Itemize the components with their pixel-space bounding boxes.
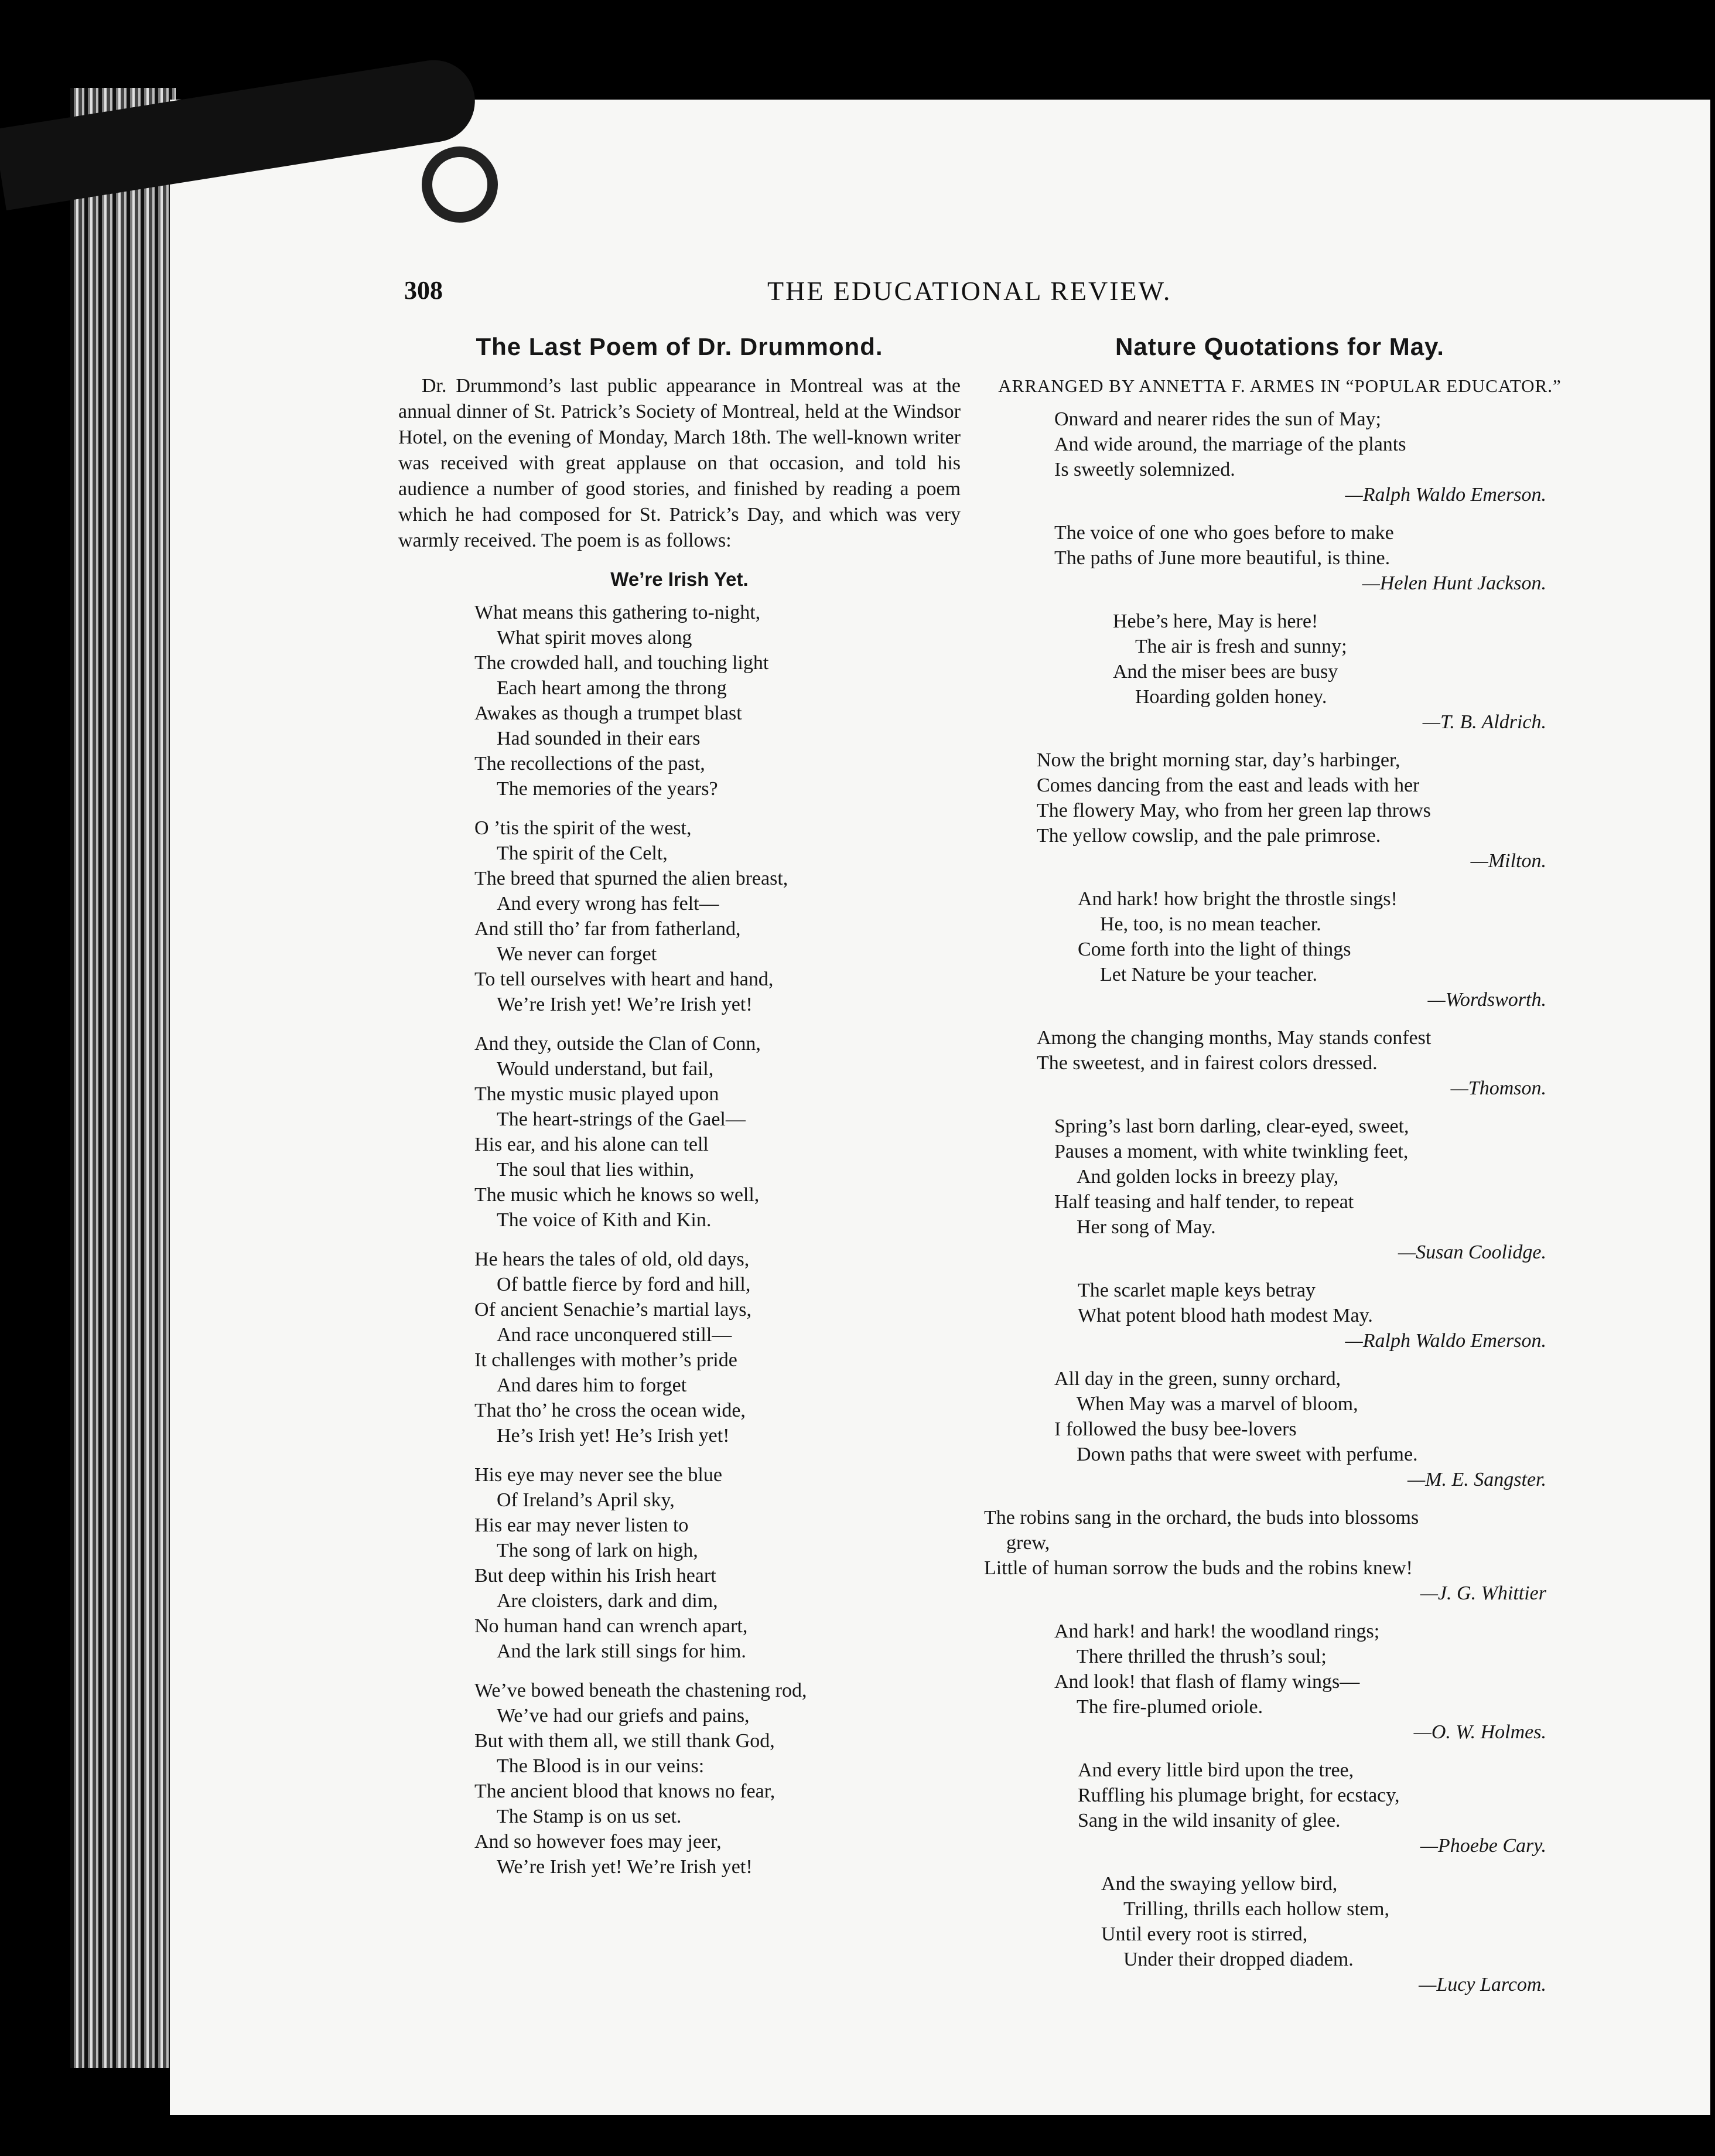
poem-line: The heart-strings of the Gael— (497, 1108, 746, 1130)
poem-line: And dares him to forget (497, 1374, 687, 1396)
left-column (398, 334, 961, 1894)
poem-line: The mystic music played upon (474, 1083, 719, 1105)
page-number: 308 (404, 276, 443, 305)
quote-line: Hebe’s here, May is here! (1113, 610, 1318, 632)
poem-body (474, 600, 961, 1879)
poem-line: We’ve had our griefs and pains, (497, 1705, 750, 1727)
quote-line: He, too, is no mean teacher. (1100, 913, 1321, 935)
quote-line: Trilling, thrills each hollow stem, (1123, 1898, 1389, 1920)
poem-title: We’re Irish Yet. (610, 568, 749, 590)
quote-line: When May was a marvel of bloom, (1077, 1393, 1358, 1415)
poem-line: No human hand can wrench apart, (474, 1615, 748, 1637)
quote-line: The flowery May, who from her green lap throws (1037, 800, 1431, 821)
quote-line: Is sweetly solemnized. (1054, 459, 1235, 480)
quote-block (996, 407, 1564, 507)
quote-author: —Milton. (1470, 850, 1546, 872)
poem-line: The song of lark on high, (497, 1540, 698, 1561)
article-title-drummond: The Last Poem of Dr. Drummond. (476, 333, 883, 360)
quote-line: Hoarding golden honey. (1135, 686, 1327, 708)
quote-line: And the miser bees are busy (1113, 661, 1338, 683)
quote-line: Come forth into the light of things (1078, 939, 1351, 960)
intro-paragraph: Dr. Drummond’s last public appearance in Montreal was at the annual dinner of St. Patrick’s Society of Montreal, held at the Windsor Hotel, on the evening of Monday, March 18th. The well-known writer was received with great applause on that occasion, and told his audience a number of good stories, and finished by reading a poem which he had composed for St. Patrick’s Day, and which was very warmly received. The poem is as follows: (398, 375, 961, 551)
quote-line: And the swaying yellow bird, (1101, 1873, 1338, 1895)
quote-block (996, 1025, 1564, 1101)
quote-author: —O. W. Holmes. (1413, 1721, 1546, 1743)
quote-line: Let Nature be your teacher. (1100, 964, 1317, 985)
poem-line: The recollections of the past, (474, 753, 705, 775)
quote-line: The sweetest, and in fairest colors dressed. (1037, 1052, 1378, 1074)
poem-line: We never can forget (497, 943, 657, 965)
stanza (474, 1462, 961, 1664)
stanza (474, 1678, 961, 1879)
quote-block (996, 1114, 1564, 1265)
quote-line: And every little bird upon the tree, (1078, 1759, 1354, 1781)
quote-line: Half teasing and half tender, to repeat (1054, 1191, 1354, 1213)
quote-line: Her song of May. (1077, 1216, 1216, 1238)
poem-line: To tell ourselves with heart and hand, (474, 968, 774, 990)
byline: ARRANGED BY ANNETTA F. ARMES IN “POPULAR EDUCATOR.” (998, 376, 1562, 396)
poem-line: Of Ireland’s April sky, (497, 1489, 675, 1511)
article-title-nature-quotations: Nature Quotations for May. (1115, 333, 1444, 360)
quote-line: Until every root is stirred, (1101, 1923, 1308, 1945)
poem-line: But with them all, we still thank God, (474, 1730, 775, 1752)
poem-line: Are cloisters, dark and dim, (497, 1590, 718, 1612)
quote-line: Down paths that were sweet with perfume. (1077, 1444, 1418, 1465)
binder-clip-ring (416, 141, 504, 228)
book-page-edges (70, 88, 176, 2068)
stanza (474, 1247, 961, 1448)
quote-author: —Wordsworth. (1427, 989, 1546, 1011)
poem-line: Had sounded in their ears (497, 728, 701, 749)
quote-block (996, 1366, 1564, 1492)
running-head (404, 275, 1189, 316)
poem-line: And still tho’ far from fatherland, (474, 918, 741, 940)
poem-line: The breed that spurned the alien breast, (474, 868, 788, 889)
poem-line: And so however foes may jeer, (474, 1831, 722, 1853)
poem-line: The memories of the years? (497, 778, 718, 800)
quote-line: And golden locks in breezy play, (1077, 1166, 1339, 1188)
poem-line: The ancient blood that knows no fear, (474, 1780, 775, 1802)
quote-line: And wide around, the marriage of the plants (1054, 434, 1406, 455)
quote-line: Among the changing months, May stands confest (1037, 1027, 1432, 1049)
quote-line: Little of human sorrow the buds and the robins knew! (984, 1557, 1413, 1579)
poem-line: Of ancient Senachie’s martial lays, (474, 1299, 751, 1321)
poem-line: We’ve bowed beneath the chastening rod, (474, 1680, 807, 1701)
quote-line: The voice of one who goes before to make (1054, 522, 1394, 544)
quote-author: —Lucy Larcom. (1419, 1974, 1546, 1995)
quote-line: There thrilled the thrush’s soul; (1077, 1646, 1327, 1667)
poem-line: That tho’ he cross the ocean wide, (474, 1400, 746, 1421)
poem-line: Each heart among the throng (497, 677, 727, 699)
quote-author: —T. B. Aldrich. (1422, 711, 1546, 733)
quote-line: Ruffling his plumage bright, for ecstacy, (1078, 1785, 1400, 1806)
quote-line: Now the bright morning star, day’s harbinger, (1037, 749, 1400, 771)
quote-line: Sang in the wild insanity of glee. (1078, 1810, 1341, 1831)
quote-line: And hark! how bright the throstle sings! (1078, 888, 1398, 910)
poem-line: We’re Irish yet! We’re Irish yet! (497, 1856, 753, 1878)
quote-line: The yellow cowslip, and the pale primrose. (1037, 825, 1381, 847)
quote-block (996, 609, 1564, 735)
binder-clip (0, 94, 504, 240)
poem-line: His ear may never listen to (474, 1514, 689, 1536)
poem-line: His eye may never see the blue (474, 1464, 722, 1486)
poem-line: And race unconquered still— (497, 1324, 732, 1346)
poem-line: The voice of Kith and Kin. (497, 1209, 712, 1231)
poem-line: Awakes as though a trumpet blast (474, 702, 742, 724)
quote-line: And hark! and hark! the woodland rings; (1054, 1621, 1380, 1642)
quote-author: —Thomson. (1450, 1077, 1546, 1099)
quote-author: —M. E. Sangster. (1407, 1469, 1546, 1490)
quote-block (996, 748, 1564, 874)
poem-line: But deep within his Irish heart (474, 1565, 716, 1587)
poem-line: What means this gathering to-night, (474, 602, 761, 623)
quote-line: The air is fresh and sunny; (1135, 636, 1347, 657)
stanza (474, 600, 961, 801)
quote-block (996, 1871, 1564, 1997)
quote-block (984, 1505, 1564, 1606)
quote-line: The fire-plumed oriole. (1077, 1696, 1263, 1718)
quote-line: The robins sang in the orchard, the buds into blossoms (984, 1507, 1419, 1529)
poem-line: We’re Irish yet! We’re Irish yet! (497, 994, 753, 1015)
poem-line: He’s Irish yet! He’s Irish yet! (497, 1425, 730, 1447)
quote-block (996, 886, 1564, 1012)
poem-line: The Blood is in our veins: (497, 1755, 705, 1777)
quote-line: I followed the busy bee-lovers (1054, 1418, 1297, 1440)
quote-line: All day in the green, sunny orchard, (1054, 1368, 1341, 1390)
stanza (474, 816, 961, 1017)
poem-line: And every wrong has felt— (497, 893, 719, 915)
quote-line: What potent blood hath modest May. (1078, 1305, 1373, 1326)
right-column (984, 333, 1564, 2010)
quote-block (996, 520, 1564, 596)
poem-line: The soul that lies within, (497, 1159, 695, 1181)
poem-line: He hears the tales of old, old days, (474, 1248, 750, 1270)
quote-line: Pauses a moment, with white twinkling feet, (1054, 1141, 1409, 1162)
poem-line: And the lark still sings for him. (497, 1640, 746, 1662)
quote-line: Onward and nearer rides the sun of May; (1054, 408, 1381, 430)
quote-block (996, 1758, 1564, 1858)
poem-line: Would understand, but fail, (497, 1058, 714, 1080)
quote-author: —Helen Hunt Jackson. (1362, 572, 1546, 594)
poem-line: The crowded hall, and touching light (474, 652, 769, 674)
poem-line: Of battle fierce by ford and hill, (497, 1274, 751, 1295)
poem-line: And they, outside the Clan of Conn, (474, 1033, 761, 1055)
stanza (474, 1031, 961, 1233)
quote-line: Under their dropped diadem. (1123, 1949, 1354, 1970)
journal-title: THE EDUCATIONAL REVIEW. (767, 276, 1172, 306)
quote-block (996, 1619, 1564, 1745)
poem-line: What spirit moves along (497, 627, 692, 649)
poem-line: The music which he knows so well, (474, 1184, 760, 1206)
quote-author: —Susan Coolidge. (1398, 1241, 1546, 1263)
poem-line: O ’tis the spirit of the west, (474, 817, 692, 839)
quote-line: grew, (1006, 1532, 1050, 1554)
quote-author: —Phoebe Cary. (1420, 1835, 1546, 1857)
quote-line: Comes dancing from the east and leads with her (1037, 775, 1420, 796)
quote-line: The scarlet maple keys betray (1078, 1280, 1316, 1301)
quote-line: And look! that flash of flamy wings— (1054, 1671, 1360, 1693)
poem-line: His ear, and his alone can tell (474, 1134, 709, 1155)
quote-line: The paths of June more beautiful, is thine. (1054, 547, 1391, 569)
poem-line: It challenges with mother’s pride (474, 1349, 737, 1371)
quote-author: —J. G. Whittier (1420, 1582, 1546, 1604)
quote-author: —Ralph Waldo Emerson. (1345, 1330, 1546, 1352)
poem-line: The Stamp is on us set. (497, 1806, 682, 1827)
quote-line: Spring’s last born darling, clear-eyed, sweet, (1054, 1115, 1409, 1137)
poem-line: The spirit of the Celt, (497, 842, 668, 864)
quote-author: —Ralph Waldo Emerson. (1345, 484, 1546, 506)
quote-block (996, 1278, 1564, 1353)
